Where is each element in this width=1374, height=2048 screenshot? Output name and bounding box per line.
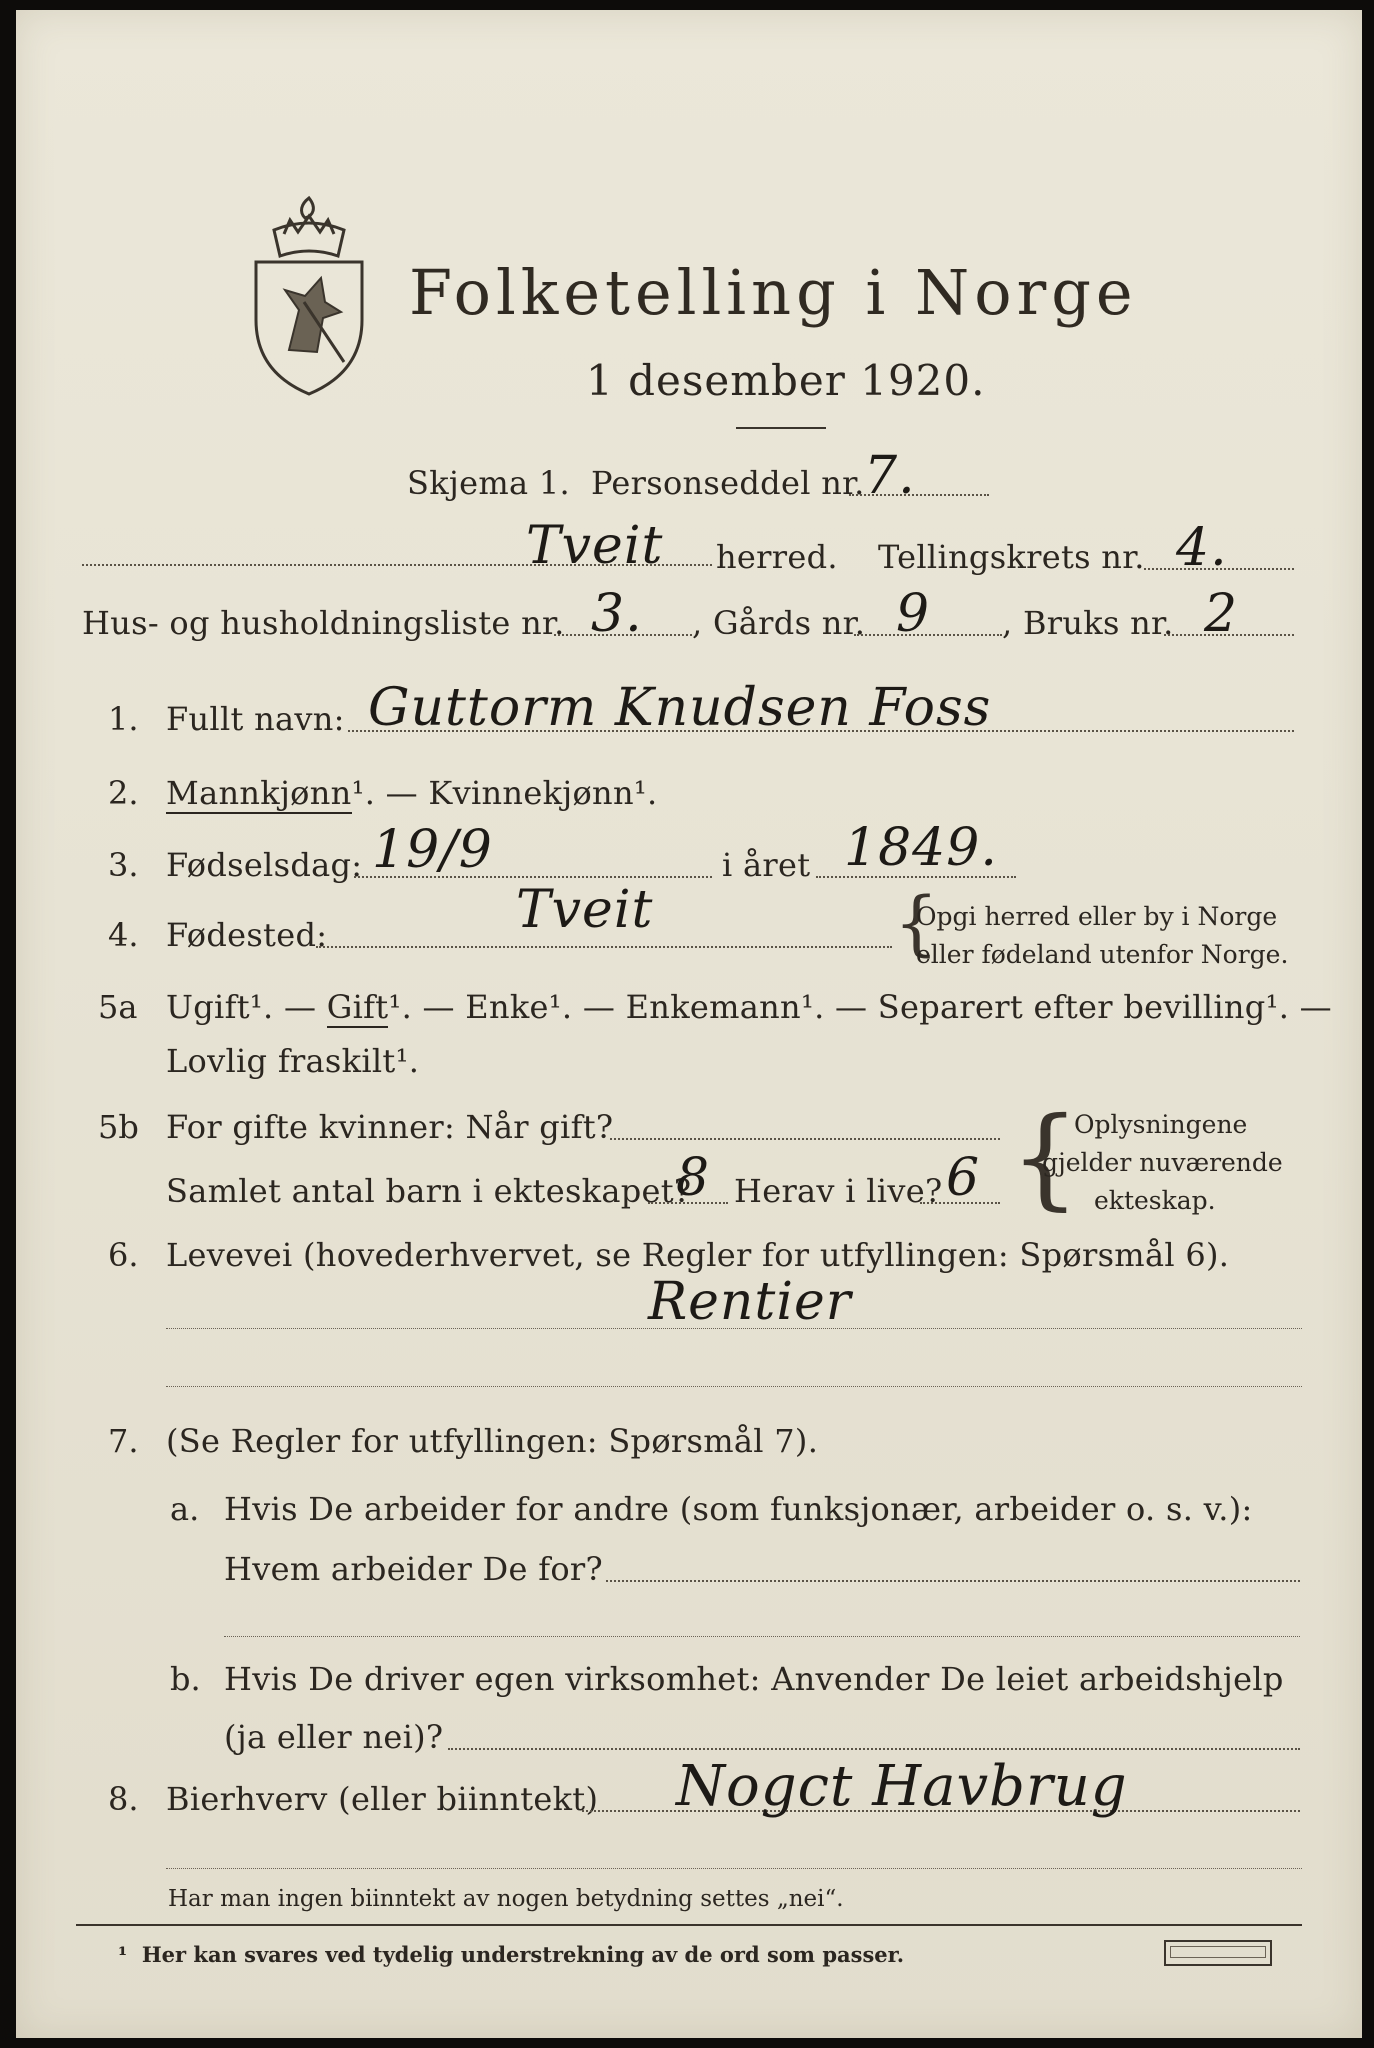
q2-options bbox=[166, 774, 657, 812]
footnote-text: Her kan svares ved tydelig understrekning av de ord som passer. bbox=[141, 1942, 905, 1967]
printer-stamp bbox=[1164, 1940, 1272, 1966]
q7b-letter: b. bbox=[170, 1660, 201, 1698]
q3-label: Fødselsdag: bbox=[166, 846, 363, 884]
barn-label: Samlet antal barn i ekteskapet? bbox=[166, 1172, 692, 1210]
q5b-note-brace: { bbox=[1010, 1093, 1080, 1221]
q7b-line[interactable] bbox=[448, 1748, 1300, 1750]
side-income-value[interactable]: Nogct Havbrug bbox=[676, 1754, 1128, 1819]
birth-place-value[interactable]: Tveit bbox=[516, 880, 654, 940]
q5b-note-line1: Oplysningene bbox=[1074, 1110, 1248, 1139]
census-form-sheet bbox=[16, 10, 1362, 2038]
q4-note-line2: eller fødeland utenfor Norge. bbox=[916, 940, 1289, 969]
q4-note-line1: Opgi herred eller by i Norge bbox=[916, 902, 1278, 931]
birth-date-value[interactable]: 19/9 bbox=[372, 820, 493, 880]
q2-separator: ¹. — bbox=[351, 774, 429, 812]
q1-label: Fullt navn: bbox=[166, 700, 345, 738]
bruks-label: , Bruks nr. bbox=[1002, 604, 1174, 642]
q7b-question: (ja eller nei)? bbox=[224, 1718, 444, 1756]
q7a-text: Hvis De arbeider for andre (som funksjonær, arbeider o. s. v.): bbox=[224, 1490, 1253, 1528]
q7-number: 7. bbox=[108, 1422, 139, 1460]
footnote-mark: ¹ bbox=[118, 1942, 128, 1967]
full-name-value[interactable]: Guttorm Knudsen Foss bbox=[368, 678, 992, 738]
q7a-letter: a. bbox=[170, 1490, 200, 1528]
q7a-question: Hvem arbeider De for? bbox=[224, 1550, 603, 1588]
personseddel-value[interactable]: 7. bbox=[864, 446, 916, 506]
q6-label: Levevei (hovederhvervet, se Regler for utfyllingen: Spørsmål 6). bbox=[166, 1236, 1230, 1274]
barn-value[interactable]: 8 bbox=[676, 1148, 711, 1208]
husliste-label: Hus- og husholdningsliste nr. bbox=[82, 604, 565, 642]
form-date: 1 desember 1920. bbox=[586, 356, 986, 405]
q7b-text: Hvis De driver egen virksomhet: Anvender De leiet arbeidshjelp bbox=[224, 1660, 1284, 1698]
title-divider bbox=[736, 427, 826, 429]
q5a-number: 5a bbox=[98, 988, 138, 1026]
q3-year-label: i året bbox=[722, 846, 811, 884]
note-nei: Har man ingen biinntekt av nogen betydning settes „nei“. bbox=[168, 1886, 844, 1912]
q4-number: 4. bbox=[108, 916, 139, 954]
q6-line-2 bbox=[166, 1386, 1302, 1387]
ugift-option[interactable]: Ugift¹. — bbox=[166, 988, 327, 1026]
husliste-value[interactable]: 3. bbox=[591, 584, 643, 644]
live-label: Herav i live? bbox=[734, 1172, 943, 1210]
gift-option[interactable]: Gift bbox=[326, 988, 389, 1026]
other-status-options[interactable]: ¹. — Enke¹. — Enkemann¹. — Separert efter bevilling¹. — bbox=[388, 988, 1332, 1026]
tellingskrets-label: Tellingskrets nr. bbox=[878, 538, 1145, 576]
q8-number: 8. bbox=[108, 1780, 139, 1818]
tellingskrets-value[interactable]: 4. bbox=[1176, 518, 1228, 578]
q5a-options bbox=[166, 988, 1332, 1026]
occupation-value[interactable]: Rentier bbox=[648, 1272, 852, 1332]
q5b-label: For gifte kvinner: Når gift? bbox=[166, 1108, 614, 1146]
q4-note-brace: { bbox=[894, 882, 939, 964]
q6-number: 6. bbox=[108, 1236, 139, 1274]
q8-line-2 bbox=[166, 1868, 1302, 1869]
q4-label: Fødested: bbox=[166, 916, 328, 954]
q7a-line-2[interactable] bbox=[224, 1636, 1300, 1637]
q8-label: Bierhverv (eller biinntekt) bbox=[166, 1780, 599, 1818]
q5b-note-line3: ekteskap. bbox=[1094, 1186, 1216, 1215]
q5b-number: 5b bbox=[98, 1108, 139, 1146]
q2-number: 2. bbox=[108, 774, 139, 812]
herred-value[interactable]: Tveit bbox=[526, 516, 664, 576]
gards-label: , Gårds nr. bbox=[692, 604, 866, 642]
q1-number: 1. bbox=[108, 700, 139, 738]
bruks-value[interactable]: 2 bbox=[1204, 584, 1239, 644]
live-value[interactable]: 6 bbox=[946, 1148, 981, 1208]
q7a-line-1[interactable] bbox=[606, 1580, 1300, 1582]
q5b-note-line2: gjelder nuværende bbox=[1042, 1148, 1283, 1177]
kvinnekjonn-option[interactable]: Kvinnekjønn¹. bbox=[428, 774, 658, 812]
form-title: Folketelling i Norge bbox=[409, 256, 1138, 329]
q5b-married-line bbox=[610, 1138, 1000, 1140]
q4-line bbox=[316, 946, 892, 948]
skjema-label: Skjema 1. bbox=[407, 464, 570, 502]
norwegian-coat-of-arms-icon bbox=[244, 190, 374, 400]
q3-number: 3. bbox=[108, 846, 139, 884]
footnote bbox=[118, 1942, 904, 1967]
gards-value[interactable]: 9 bbox=[896, 584, 931, 644]
lovlig-fraskilt-option[interactable]: Lovlig fraskilt¹. bbox=[166, 1042, 420, 1080]
birth-year-value[interactable]: 1849. bbox=[844, 818, 998, 878]
footer-divider bbox=[76, 1924, 1302, 1926]
q7-label: (Se Regler for utfyllingen: Spørsmål 7). bbox=[166, 1422, 819, 1460]
mannkjonn-option[interactable]: Mannkjønn bbox=[166, 774, 352, 812]
q6-line-1 bbox=[166, 1328, 1302, 1329]
herred-label: herred. bbox=[716, 538, 838, 576]
personseddel-label: Personseddel nr. bbox=[591, 464, 865, 502]
